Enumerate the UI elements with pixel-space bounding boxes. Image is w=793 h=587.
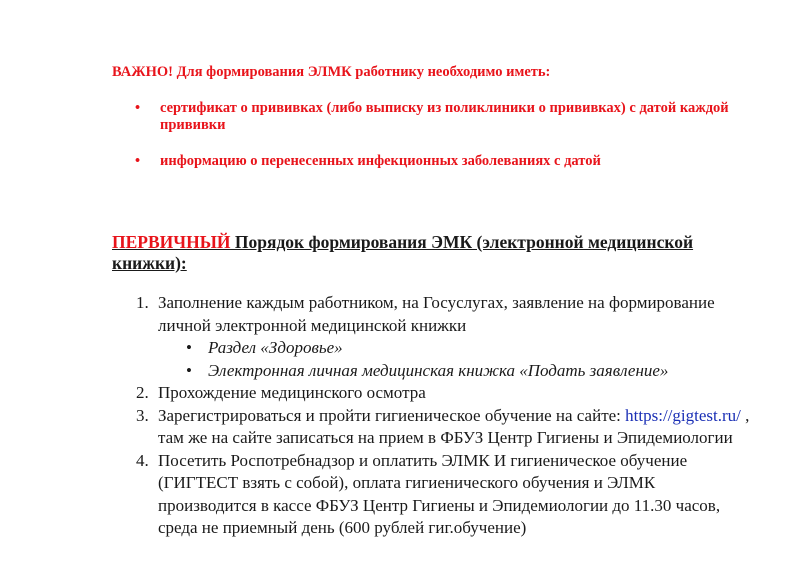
step-number: 4. <box>136 450 149 470</box>
substep-text: Раздел «Здоровье» <box>208 338 343 357</box>
bullet-icon: • <box>135 100 141 116</box>
important-notice: ВАЖНО! Для формирования ЭЛМК работнику необходимо иметь: <box>112 64 551 80</box>
bullet-icon: • <box>135 153 141 169</box>
substep-text: Электронная личная медицинская книжка «Подать заявление» <box>208 360 669 380</box>
step-number: 1. <box>136 293 149 312</box>
step-text: Посетить Роспотребнадзор и оплатить ЭЛМК И гигиеническое обучение (ГИГТЕСТ взять с собой), оплата гигиенического обучения и ЭЛМК производится в кассе ФБУЗ Центр Гигиены и Эпидемиологии до 11.30 часов, среда не приемный день (600 рублей гиг.обучение) <box>158 450 721 537</box>
list-item <box>112 405 752 450</box>
requirements-list <box>112 100 752 170</box>
step-text: Заполнение каждым работником, на Госуслугах, заявление на формирование личной электронной медицинской книжки <box>158 293 715 335</box>
step-number: 3. <box>136 405 149 425</box>
section-title-primary: ПЕРВИЧНЫЙ <box>112 232 231 252</box>
list-item <box>112 153 752 170</box>
list-item <box>112 292 752 382</box>
requirement-text: информацию о перенесенных инфекционных заболеваниях с датой <box>160 153 601 169</box>
section-title-rest: Порядок формирования ЭМК (электронной медицинской книжки): <box>112 232 694 273</box>
steps-list <box>112 292 752 540</box>
step-number: 2. <box>136 383 149 402</box>
step-text-after: , там же на сайте записаться на прием в ФБУЗ Центр Гигиены и Эпидемиологии <box>158 405 750 447</box>
list-item <box>112 382 752 405</box>
bullet-icon: • <box>186 360 192 380</box>
list-item <box>158 337 752 360</box>
step-text: Прохождение медицинского осмотра <box>158 383 426 402</box>
gigtest-link[interactable]: https://gigtest.ru/ <box>625 405 741 425</box>
section-title <box>112 232 752 274</box>
step-text-before: Зарегистрироваться и пройти гигиеническое обучение на сайте: <box>158 405 626 425</box>
list-item <box>158 360 752 383</box>
list-item <box>112 100 752 134</box>
substeps-list <box>158 337 752 382</box>
requirement-text: сертификат о прививках (либо выписку из поликлиники о прививках) с датой каждой прививки <box>160 100 729 133</box>
list-item <box>112 450 752 540</box>
bullet-icon: • <box>186 338 192 357</box>
